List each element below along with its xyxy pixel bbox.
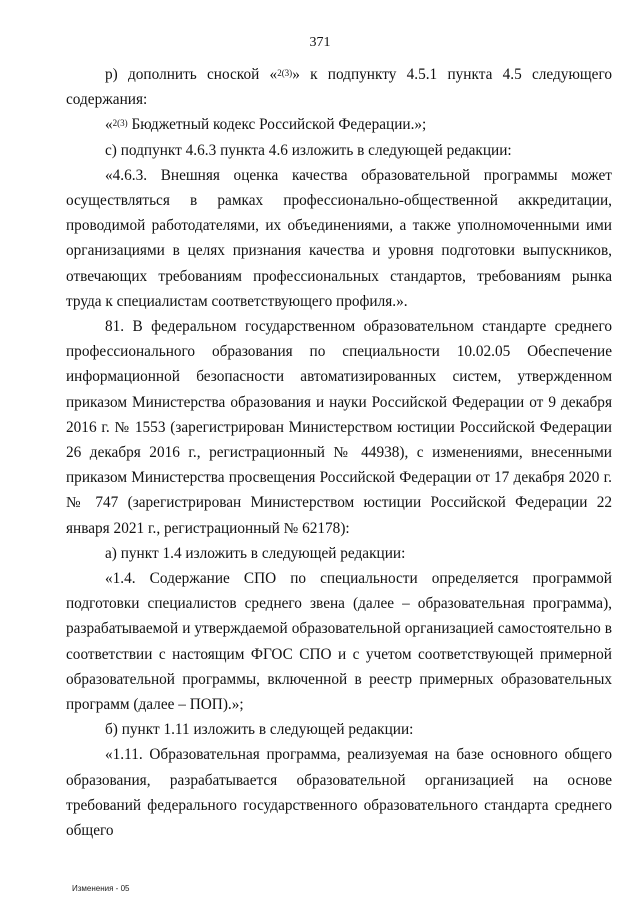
paragraph-text: Бюджетный кодекс Российской Федерации.»; — [127, 116, 427, 134]
footnote-marker: 2(3) — [277, 68, 293, 78]
paragraph-text: р) дополнить сноской « — [105, 66, 278, 83]
paragraph-81: 81. В федеральном государственном образовательном стандарте среднего профессионального образования по специальности 10.02.05 Обеспечение информационной безопасности автоматизированных систем, утвержденном приказом Министерства образования и науки Российской Федерации от 9 декабря 2016 г. № 1553 (зарегистрирован Министерством юстиции Российской Федерации 26 декабря 2016 г., регистрационный № 44938), с изменениями, внесенными приказом Министерства просвещения Российской Федерации от 17 декабря 2020 г. № 747 (зарегистрирован Министерством юстиции Российской Федерации 22 января 2021 г., регистрационный № 62178): — [66, 318, 612, 537]
page-number: 371 — [309, 35, 331, 50]
paragraph-subpoint-b: б) пункт 1.11 изложить в следующей редакции: — [105, 721, 414, 739]
document-body — [66, 62, 612, 843]
paragraph-text: » к подпункту 4.5.1 пункта 4.5 следующего содержания: — [66, 66, 612, 109]
paragraph-footnote-text — [66, 112, 612, 137]
paragraph-footnote-addition — [66, 62, 612, 112]
paragraph-subpoint-a: а) пункт 1.4 изложить в следующей редакции: — [105, 544, 406, 562]
paragraph-1-11: «1.11. Образовательная программа, реализуемая на базе основного общего образования, разрабатывается образовательной организацией на основе требований федерального государственного образовательного стандарта среднего общего — [66, 746, 612, 840]
paragraph-1-4: «1.4. Содержание СПО по специальности определяется программой подготовки специалистов среднего звена (далее – образовательная программа), разрабатываемой и утверждаемой образовательной организацией самостоятельно в соответствии с настоящим ФГОС СПО и с учетом соответствующей примерной образовательной программы, включенной в реестр примерных образовательных программ (далее – ПОП).»; — [66, 570, 612, 714]
footer-revision: Изменения - 05 — [72, 884, 130, 893]
footnote-marker: 2(3) — [112, 118, 128, 129]
paragraph-4-6-3: «4.6.3. Внешняя оценка качества образовательной программы может осуществляться в рамках профессионально-общественной аккредитации, проводимой работодателями, их объединениями, а также уполномоченными ими организациями в целях признания качества и уровня подготовки выпускников, отвечающих требованиям профессиональных стандартов, требованиям рынка труда к специалистам соответствующего профиля.». — [66, 166, 612, 310]
paragraph-subpoint-c: с) подпункт 4.6.3 пункта 4.6 изложить в следующей редакции: — [105, 141, 512, 159]
paragraph-text: « — [105, 116, 113, 134]
